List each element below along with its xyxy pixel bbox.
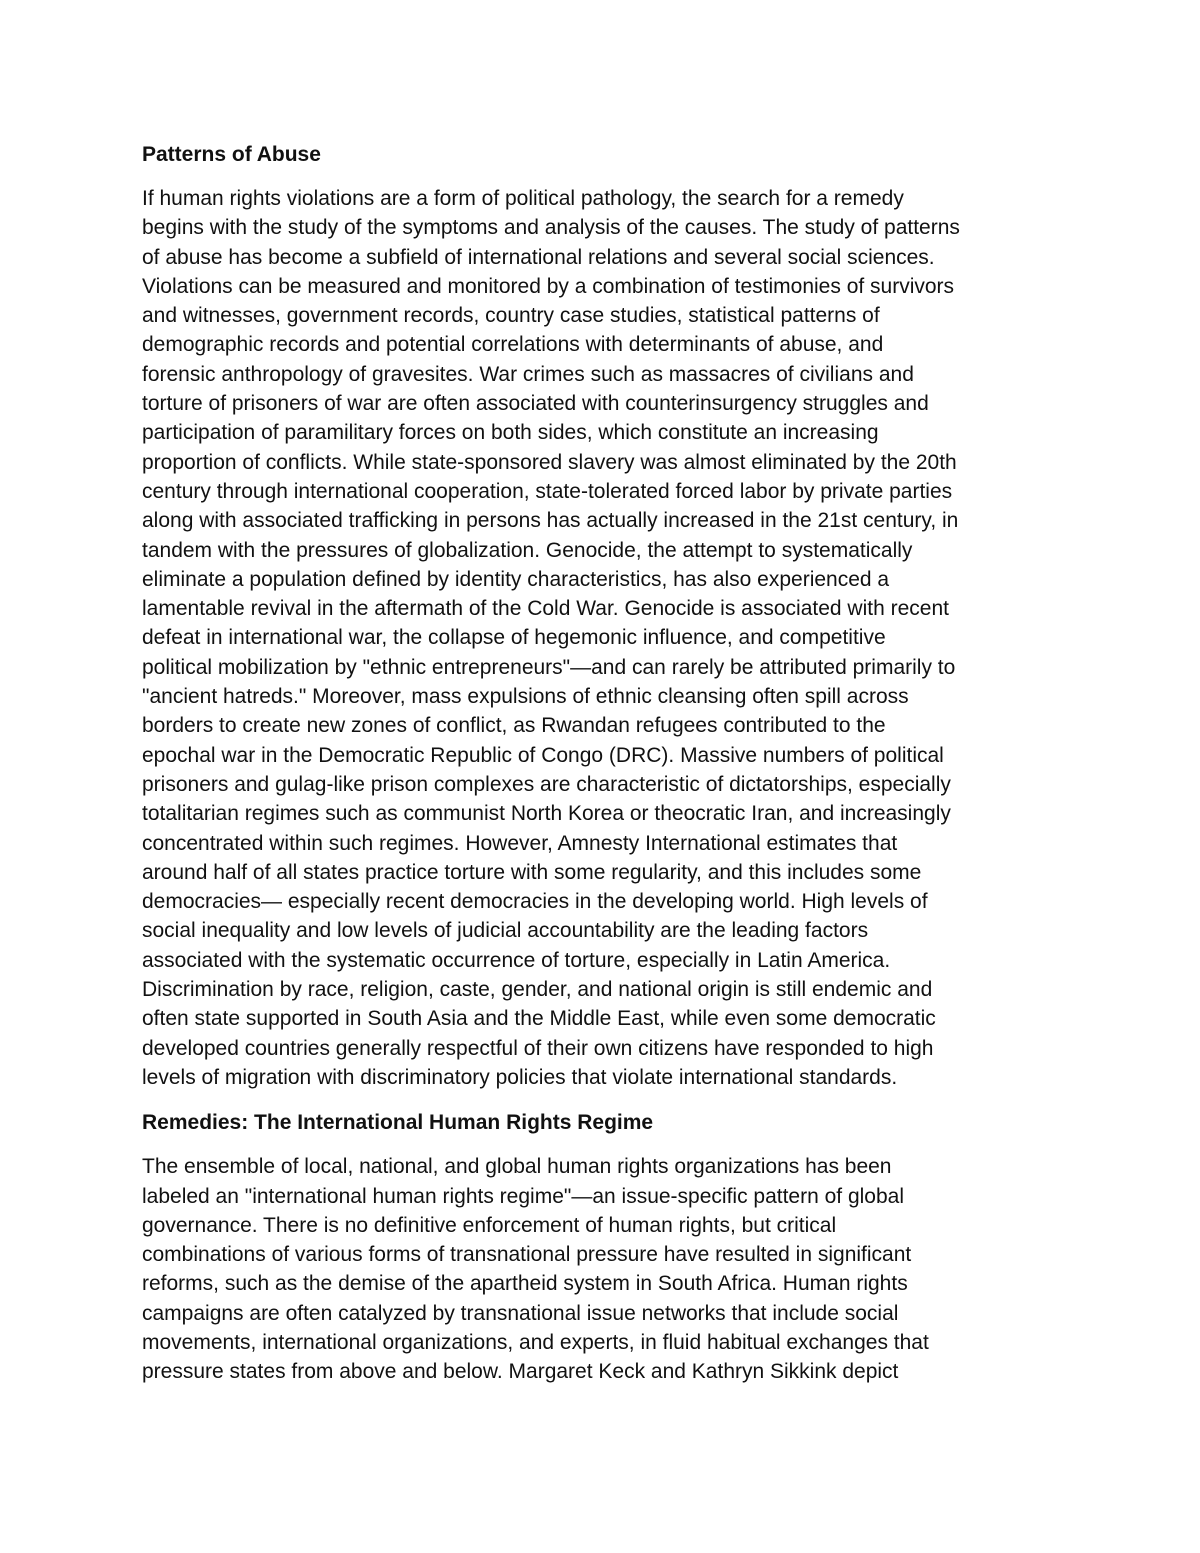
paragraph-line: borders to create new zones of conflict, as Rwandan refugees contributed to the [142, 714, 886, 738]
section-paragraph-patterns-of-abuse [142, 184, 1062, 1092]
paragraph-line: levels of migration with discriminatory policies that violate international standards. [142, 1065, 898, 1089]
paragraph-line: pressure states from above and below. Margaret Keck and Kathryn Sikkink depict [142, 1360, 899, 1384]
paragraph-line: combinations of various forms of transnational pressure have resulted in significant [142, 1243, 912, 1267]
paragraph-line: lamentable revival in the aftermath of the Cold War. Genocide is associated with recent [142, 597, 949, 621]
paragraph-line: epochal war in the Democratic Republic of Congo (DRC). Massive numbers of political [142, 743, 944, 767]
paragraph-line: tandem with the pressures of globalization. Genocide, the attempt to systematically [142, 538, 913, 562]
paragraph-line: associated with the systematic occurrence of torture, especially in Latin America. [142, 948, 891, 972]
paragraph-line: Discrimination by race, religion, caste, gender, and national origin is still endemic and [142, 978, 933, 1002]
paragraph-line: concentrated within such regimes. However, Amnesty International estimates that [142, 831, 898, 855]
paragraph-line: often state supported in South Asia and the Middle East, while even some democratic [142, 1007, 936, 1031]
paragraph-line: governance. There is no definitive enforcement of human rights, but critical [142, 1213, 837, 1237]
paragraph-line: proportion of conflicts. While state-sponsored slavery was almost eliminated by the 20th [142, 450, 957, 474]
paragraph-line: forensic anthropology of gravesites. War crimes such as massacres of civilians and [142, 362, 914, 386]
paragraph-line: reforms, such as the demise of the apartheid system in South Africa. Human rights [142, 1272, 908, 1296]
paragraph-line: century through international cooperation, state-tolerated forced labor by private parties [142, 479, 953, 503]
paragraph-line: defeat in international war, the collapse of hegemonic influence, and competitive [142, 626, 886, 650]
paragraph-line: If human rights violations are a form of political pathology, the search for a remedy [142, 187, 904, 210]
paragraph-line: political mobilization by "ethnic entrepreneurs"—and can rarely be attributed primarily to [142, 655, 956, 679]
paragraph-line: labeled an "international human rights regime"—an issue-specific pattern of global [142, 1184, 905, 1208]
paragraph-line: begins with the study of the symptoms and analysis of the causes. The study of patterns [142, 216, 960, 240]
paragraph-line: eliminate a population defined by identity characteristics, has also experienced a [142, 567, 890, 591]
paragraph-line: "ancient hatreds." Moreover, mass expulsions of ethnic cleansing often spill across [142, 685, 909, 709]
paragraph-line: The ensemble of local, national, and global human rights organizations has been [142, 1155, 892, 1179]
paragraph-line: totalitarian regimes such as communist North Korea or theocratic Iran, and increasingly [142, 802, 951, 826]
paragraph-line: democracies— especially recent democracies in the developing world. High levels of [142, 890, 928, 914]
paragraph-line: demographic records and potential correlations with determinants of abuse, and [142, 333, 884, 357]
paragraph-line: torture of prisoners of war are often associated with counterinsurgency struggles and [142, 392, 929, 416]
paragraph-line: campaigns are often catalyzed by transnational issue networks that include social [142, 1301, 899, 1325]
paragraph-line: along with associated trafficking in persons has actually increased in the 21st century, in [142, 509, 959, 533]
paragraph-line: and witnesses, government records, country case studies, statistical patterns of [142, 304, 880, 328]
paragraph-line: around half of all states practice torture with some regularity, and this includes some [142, 860, 922, 884]
paragraph-line: of abuse has become a subfield of international relations and several social sciences. [142, 245, 935, 269]
paragraph-line: movements, international organizations, and experts, in fluid habitual exchanges that [142, 1330, 929, 1354]
section-paragraph-remedies [142, 1152, 1062, 1386]
section-heading-remedies: Remedies: The International Human Rights Regime [142, 1111, 654, 1135]
paragraph-line: developed countries generally respectful of their own citizens have responded to high [142, 1036, 934, 1060]
paragraph-line: participation of paramilitary forces on both sides, which constitute an increasing [142, 421, 879, 445]
paragraph-line: Violations can be measured and monitored by a combination of testimonies of survivors [142, 274, 955, 298]
paragraph-line: social inequality and low levels of judicial accountability are the leading factors [142, 919, 869, 943]
section-heading-patterns-of-abuse: Patterns of Abuse [142, 143, 321, 166]
paragraph-line: prisoners and gulag-like prison complexes are characteristic of dictatorships, especially [142, 772, 951, 796]
document-page [142, 140, 1062, 1387]
